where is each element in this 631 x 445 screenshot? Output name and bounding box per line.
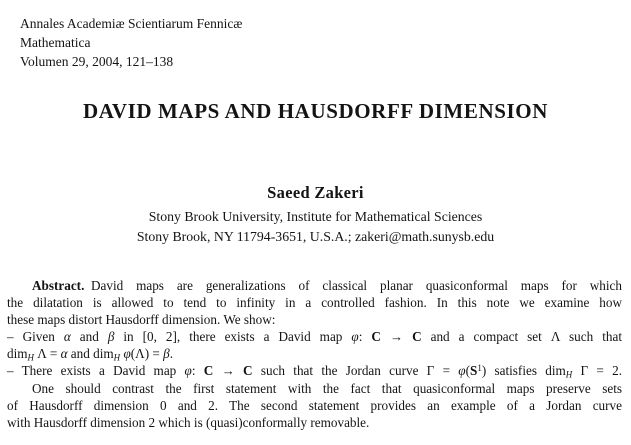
abstract-line: of Hausdorff dimension 0 and 2. The second statement provides an example of a Jordan curve — [7, 397, 622, 413]
affiliation-line: Stony Brook, NY 11794-3651, U.S.A.; zakeri@math.sunysb.edu — [136, 228, 495, 244]
abstract-line: – There exists a David map φ: C → C such that the Jordan curve $\Gamma = \varphi(S^1)$ satisfies dim$_H$ Γ = 2. — [7, 363, 623, 381]
journal-series: Mathematica — [20, 35, 91, 50]
abstract-block — [7, 277, 622, 431]
abstract-line: Abstract. David maps are generalizations of classical planar quasiconformal maps for which — [32, 278, 622, 293]
affiliation-line: Stony Brook University, Institute for Mathematical Sciences — [148, 209, 483, 224]
paper-title: DAVID MAPS AND HAUSDORFF DIMENSION — [83, 99, 548, 123]
abstract-line: – Given α and β in [0, 2], there exists a David map φ: C → C and a compact set Λ such that — [7, 329, 622, 345]
author-name: Saeed Zakeri — [267, 183, 364, 202]
abstract-line: dim$_H$ Λ = α and dim$_H$ φ(Λ) = β. — [7, 346, 173, 364]
abstract-line: the dilatation is allowed to tend to infinity in a controlled fashion. In this note we examine how — [7, 295, 622, 311]
journal-name: Annales Academiæ Scientiarum Fennicæ — [20, 16, 243, 31]
abstract-line: with Hausdorff dimension 2 which is (quasi)conformally removable. — [7, 414, 370, 430]
journal-header — [20, 14, 242, 71]
affiliation-block — [0, 207, 631, 246]
journal-volume-info: Volumen 29, 2004, 121–138 — [20, 54, 174, 69]
abstract-line: these maps distort Hausdorff dimension. We show: — [7, 312, 276, 328]
abstract-line: One should contrast the first statement with the fact that quasiconformal maps preserve sets — [32, 380, 622, 396]
